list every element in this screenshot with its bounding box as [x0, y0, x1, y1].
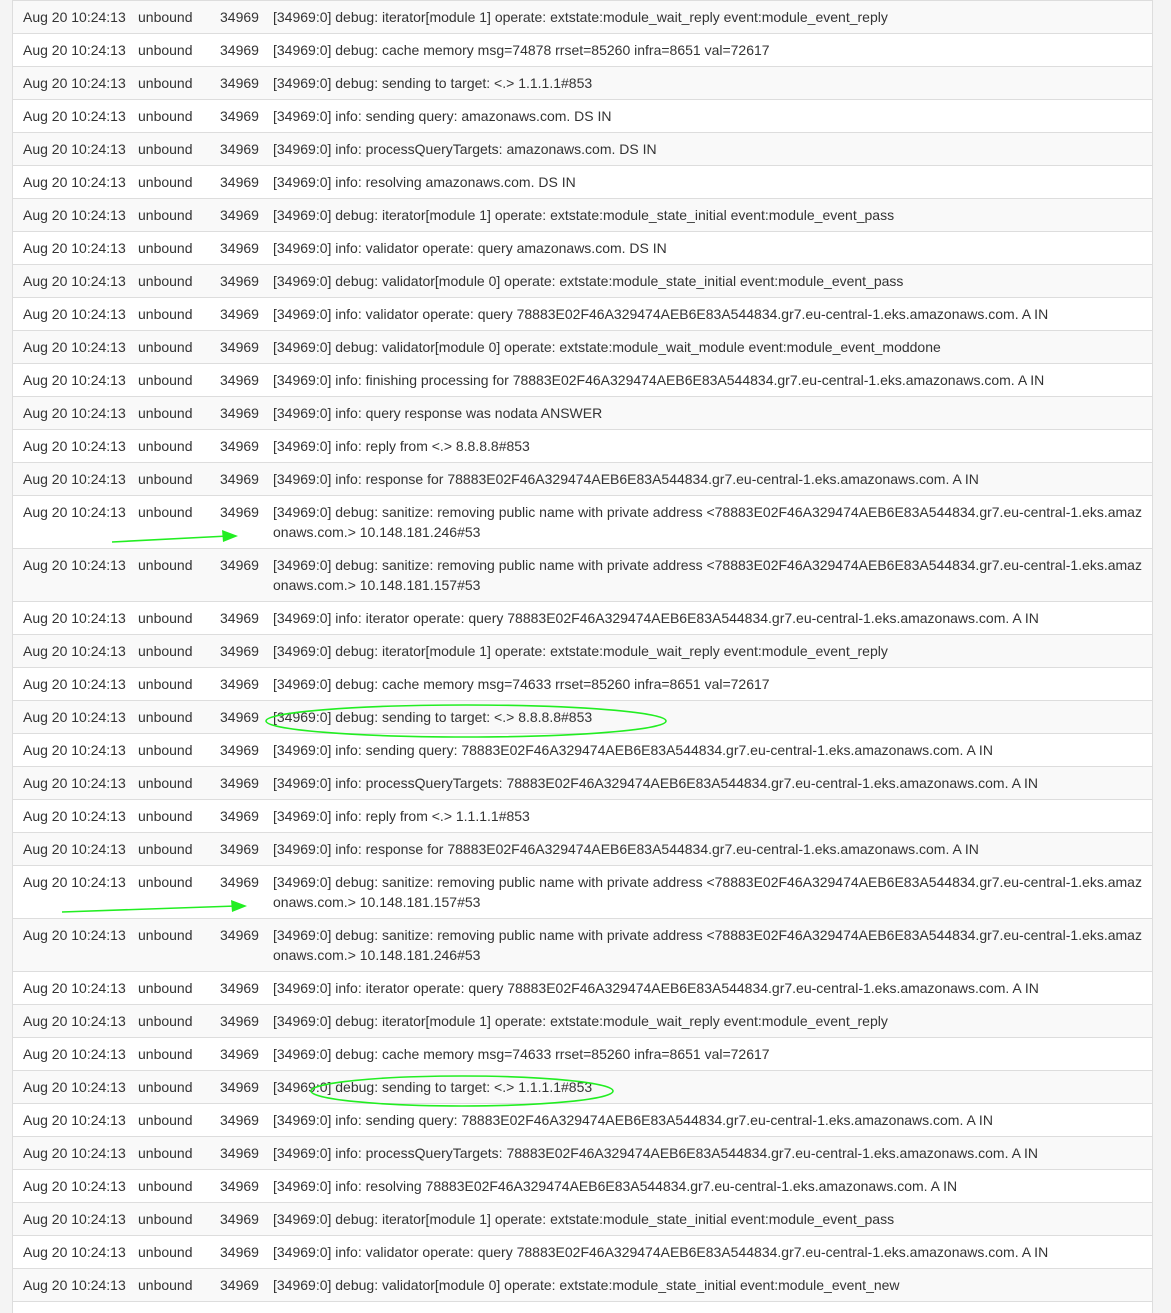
log-process: unbound: [138, 742, 193, 758]
log-message: [34969:0] debug: cache memory msg=74633 rrset=85260 infra=8651 val=72617: [273, 1046, 770, 1062]
log-date: Aug 20 10:24:13: [23, 141, 126, 157]
log-row: [13, 397, 1152, 430]
log-date: Aug 20 10:24:13: [23, 240, 126, 256]
log-row: [13, 166, 1152, 199]
log-row: [13, 972, 1152, 1005]
log-pid: 34969: [220, 742, 259, 758]
log-row: [13, 364, 1152, 397]
log-message: [34969:0] info: sending query: amazonaws.com. DS IN: [273, 108, 612, 124]
log-date: Aug 20 10:24:13: [23, 1244, 126, 1260]
log-row: [13, 602, 1152, 635]
log-row: [13, 549, 1152, 602]
log-date: Aug 20 10:24:13: [23, 557, 126, 573]
log-date: Aug 20 10:24:13: [23, 643, 126, 659]
log-process: unbound: [138, 504, 193, 520]
log-row: [13, 331, 1152, 364]
log-pid: 34969: [220, 174, 259, 190]
log-date: Aug 20 10:24:13: [23, 1112, 126, 1128]
log-message: [34969:0] debug: cache memory msg=74633 rrset=85260 infra=8651 val=72617: [273, 676, 770, 692]
log-message: [34969:0] debug: sanitize: removing public name with private address <78883E02F46A329474AEB6E83A544834.gr7.eu-central-1.eks.amazonaws.com.> 10.148.181.246#53: [273, 504, 1142, 540]
log-row: [13, 1269, 1152, 1302]
log-process: unbound: [138, 927, 193, 943]
log-pid: 34969: [220, 141, 259, 157]
log-pid: 34969: [220, 927, 259, 943]
log-message: [34969:0] debug: sending to target: <.> 8.8.8.8#853: [273, 709, 593, 725]
log-message: [34969:0] debug: iterator[module 1] operate: extstate:module_wait_reply event:module_event_reply: [273, 643, 888, 659]
log-pid: 34969: [220, 1079, 259, 1095]
log-row: [13, 1203, 1152, 1236]
log-process: unbound: [138, 841, 193, 857]
log-date: Aug 20 10:24:13: [23, 874, 126, 890]
log-pid: 34969: [220, 108, 259, 124]
log-date: Aug 20 10:24:13: [23, 676, 126, 692]
log-message: [34969:0] info: reply from <.> 8.8.8.8#853: [273, 438, 530, 454]
log-row: [13, 1104, 1152, 1137]
log-date: Aug 20 10:24:13: [23, 372, 126, 388]
log-process: unbound: [138, 709, 193, 725]
log-message: [34969:0] debug: sending to target: <.> 1.1.1.1#853: [273, 75, 593, 91]
log-process: unbound: [138, 1244, 193, 1260]
log-message: [34969:0] info: resolving 78883E02F46A329474AEB6E83A544834.gr7.eu-central-1.eks.amazonaws.com. A IN: [273, 1178, 958, 1194]
log-message: [34969:0] info: validator operate: query 78883E02F46A329474AEB6E83A544834.gr7.eu-central-1.eks.amazonaws.com. A IN: [273, 1244, 1049, 1260]
log-date: Aug 20 10:24:13: [23, 1277, 126, 1293]
log-row: [13, 1236, 1152, 1269]
log-process: unbound: [138, 240, 193, 256]
log-row: [13, 866, 1152, 919]
log-pid: 34969: [220, 339, 259, 355]
log-message: [34969:0] info: processQueryTargets: 78883E02F46A329474AEB6E83A544834.gr7.eu-central-1.eks.amazonaws.com. A IN: [273, 1145, 1039, 1161]
log-pid: 34969: [220, 709, 259, 725]
log-pid: 34969: [220, 306, 259, 322]
log-process: unbound: [138, 306, 193, 322]
log-date: Aug 20 10:24:13: [23, 1211, 126, 1227]
log-process: unbound: [138, 174, 193, 190]
log-process: unbound: [138, 808, 193, 824]
log-date: Aug 20 10:24:13: [23, 1178, 126, 1194]
log-date: Aug 20 10:24:13: [23, 339, 126, 355]
log-pid: 34969: [220, 980, 259, 996]
log-message: [34969:0] debug: iterator[module 1] operate: extstate:module_state_initial event:module_event_pass: [273, 1211, 895, 1227]
log-process: unbound: [138, 775, 193, 791]
log-message: [34969:0] debug: cache memory msg=74878 rrset=85260 infra=8651 val=72617: [273, 42, 770, 58]
log-message: [34969:0] info: validator operate: query amazonaws.com. DS IN: [273, 240, 667, 256]
log-process: unbound: [138, 1046, 193, 1062]
log-process: unbound: [138, 1013, 193, 1029]
log-row: [13, 1137, 1152, 1170]
log-process: unbound: [138, 1112, 193, 1128]
log-process: unbound: [138, 1277, 193, 1293]
log-row: [13, 701, 1152, 734]
log-pid: 34969: [220, 1013, 259, 1029]
log-date: Aug 20 10:24:13: [23, 742, 126, 758]
log-row: [13, 734, 1152, 767]
log-pid: 34969: [220, 1211, 259, 1227]
log-date: Aug 20 10:24:13: [23, 775, 126, 791]
log-message: [34969:0] info: sending query: 78883E02F46A329474AEB6E83A544834.gr7.eu-central-1.eks.amazonaws.com. A IN: [273, 742, 993, 758]
log-message: [34969:0] debug: validator[module 0] operate: extstate:module_wait_module event:module_event_moddone: [273, 339, 941, 355]
log-process: unbound: [138, 405, 193, 421]
log-row: [13, 133, 1152, 166]
log-date: Aug 20 10:24:13: [23, 174, 126, 190]
log-pid: 34969: [220, 405, 259, 421]
log-date: Aug 20 10:24:13: [23, 1046, 126, 1062]
log-process: unbound: [138, 643, 193, 659]
log-pid: 34969: [220, 504, 259, 520]
log-pid: 34969: [220, 207, 259, 223]
log-process: unbound: [138, 557, 193, 573]
log-row: [13, 833, 1152, 866]
log-row: [13, 1170, 1152, 1203]
log-date: Aug 20 10:24:13: [23, 1079, 126, 1095]
log-date: Aug 20 10:24:13: [23, 108, 126, 124]
log-pid: 34969: [220, 1178, 259, 1194]
log-pid: 34969: [220, 841, 259, 857]
log-date: Aug 20 10:24:13: [23, 9, 126, 25]
log-message: [34969:0] info: finishing processing for 78883E02F46A329474AEB6E83A544834.gr7.eu-central-1.eks.amazonaws.com. A IN: [273, 372, 1045, 388]
log-date: Aug 20 10:24:13: [23, 1013, 126, 1029]
log-process: unbound: [138, 874, 193, 890]
log-process: unbound: [138, 108, 193, 124]
log-message: [34969:0] debug: iterator[module 1] operate: extstate:module_state_initial event:module_event_pass: [273, 207, 895, 223]
log-process: unbound: [138, 1178, 193, 1194]
log-pid: 34969: [220, 42, 259, 58]
log-process: unbound: [138, 75, 193, 91]
log-process: unbound: [138, 610, 193, 626]
log-process: unbound: [138, 273, 193, 289]
log-message: [34969:0] info: validator operate: query 78883E02F46A329474AEB6E83A544834.gr7.eu-central-1.eks.amazonaws.com. A IN: [273, 306, 1049, 322]
log-date: Aug 20 10:24:13: [23, 980, 126, 996]
log-pid: 34969: [220, 808, 259, 824]
log-row: [13, 496, 1152, 549]
log-message: [34969:0] debug: sending to target: <.> 1.1.1.1#853: [273, 1079, 593, 1095]
log-row: [13, 298, 1152, 331]
log-message: [34969:0] info: processQueryTargets: 78883E02F46A329474AEB6E83A544834.gr7.eu-central-1.eks.amazonaws.com. A IN: [273, 775, 1039, 791]
log-date: Aug 20 10:24:13: [23, 709, 126, 725]
log-message: [34969:0] info: query response was nodata ANSWER: [273, 405, 603, 421]
log-message: [34969:0] info: resolving amazonaws.com. DS IN: [273, 174, 576, 190]
log-row: [13, 767, 1152, 800]
log-row: [13, 430, 1152, 463]
log-row: [13, 1005, 1152, 1038]
log-pid: 34969: [220, 273, 259, 289]
log-date: Aug 20 10:24:13: [23, 841, 126, 857]
log-date: Aug 20 10:24:13: [23, 927, 126, 943]
log-process: unbound: [138, 1079, 193, 1095]
log-message: [34969:0] info: reply from <.> 1.1.1.1#853: [273, 808, 530, 824]
log-row: [13, 919, 1152, 972]
log-pid: 34969: [220, 1112, 259, 1128]
log-process: unbound: [138, 207, 193, 223]
log-process: unbound: [138, 471, 193, 487]
log-message: [34969:0] debug: validator[module 0] operate: extstate:module_state_initial event:module_event_new: [273, 1277, 900, 1293]
log-pid: 34969: [220, 676, 259, 692]
log-process: unbound: [138, 372, 193, 388]
log-row: [13, 800, 1152, 833]
log-pid: 34969: [220, 9, 259, 25]
log-process: unbound: [138, 339, 193, 355]
log-message: [34969:0] info: processQueryTargets: amazonaws.com. DS IN: [273, 141, 657, 157]
log-row: [13, 635, 1152, 668]
log-message: [34969:0] debug: sanitize: removing public name with private address <78883E02F46A329474AEB6E83A544834.gr7.eu-central-1.eks.amazonaws.com.> 10.148.181.157#53: [273, 874, 1142, 910]
log-message: [34969:0] info: iterator operate: query 78883E02F46A329474AEB6E83A544834.gr7.eu-central-1.eks.amazonaws.com. A IN: [273, 980, 1039, 996]
log-date: Aug 20 10:24:13: [23, 42, 126, 58]
log-panel: [12, 0, 1153, 1313]
log-table: [13, 1, 1152, 1302]
log-row: [13, 668, 1152, 701]
log-pid: 34969: [220, 471, 259, 487]
log-pid: 34969: [220, 610, 259, 626]
log-pid: 34969: [220, 643, 259, 659]
log-pid: 34969: [220, 775, 259, 791]
log-date: Aug 20 10:24:13: [23, 75, 126, 91]
log-message: [34969:0] debug: validator[module 0] operate: extstate:module_state_initial event:module_event_pass: [273, 273, 904, 289]
log-message: [34969:0] info: iterator operate: query 78883E02F46A329474AEB6E83A544834.gr7.eu-central-1.eks.amazonaws.com. A IN: [273, 610, 1039, 626]
log-process: unbound: [138, 9, 193, 25]
log-row: [13, 1071, 1152, 1104]
log-pid: 34969: [220, 557, 259, 573]
log-pid: 34969: [220, 372, 259, 388]
log-date: Aug 20 10:24:13: [23, 273, 126, 289]
log-process: unbound: [138, 141, 193, 157]
log-process: unbound: [138, 676, 193, 692]
log-date: Aug 20 10:24:13: [23, 504, 126, 520]
log-date: Aug 20 10:24:13: [23, 1145, 126, 1161]
log-pid: 34969: [220, 1145, 259, 1161]
log-date: Aug 20 10:24:13: [23, 471, 126, 487]
log-date: Aug 20 10:24:13: [23, 306, 126, 322]
log-process: unbound: [138, 1145, 193, 1161]
log-process: unbound: [138, 42, 193, 58]
log-pid: 34969: [220, 1046, 259, 1062]
log-process: unbound: [138, 438, 193, 454]
log-process: unbound: [138, 1211, 193, 1227]
log-pid: 34969: [220, 1277, 259, 1293]
log-row: [13, 199, 1152, 232]
log-process: unbound: [138, 980, 193, 996]
log-row: [13, 100, 1152, 133]
log-row: [13, 67, 1152, 100]
log-row: [13, 1, 1152, 34]
log-message: [34969:0] debug: iterator[module 1] operate: extstate:module_wait_reply event:module_event_reply: [273, 1013, 888, 1029]
log-message: [34969:0] info: response for 78883E02F46A329474AEB6E83A544834.gr7.eu-central-1.eks.amazonaws.com. A IN: [273, 471, 979, 487]
log-row: [13, 1038, 1152, 1071]
log-message: [34969:0] debug: iterator[module 1] operate: extstate:module_wait_reply event:module_event_reply: [273, 9, 888, 25]
log-message: [34969:0] debug: sanitize: removing public name with private address <78883E02F46A329474AEB6E83A544834.gr7.eu-central-1.eks.amazonaws.com.> 10.148.181.157#53: [273, 557, 1142, 593]
log-message: [34969:0] info: sending query: 78883E02F46A329474AEB6E83A544834.gr7.eu-central-1.eks.amazonaws.com. A IN: [273, 1112, 993, 1128]
log-pid: 34969: [220, 1244, 259, 1260]
log-row: [13, 463, 1152, 496]
log-date: Aug 20 10:24:13: [23, 438, 126, 454]
log-pid: 34969: [220, 874, 259, 890]
log-row: [13, 34, 1152, 67]
log-pid: 34969: [220, 438, 259, 454]
log-pid: 34969: [220, 75, 259, 91]
log-date: Aug 20 10:24:13: [23, 808, 126, 824]
log-date: Aug 20 10:24:13: [23, 405, 126, 421]
log-row: [13, 265, 1152, 298]
log-pid: 34969: [220, 240, 259, 256]
log-message: [34969:0] debug: sanitize: removing public name with private address <78883E02F46A329474AEB6E83A544834.gr7.eu-central-1.eks.amazonaws.com.> 10.148.181.246#53: [273, 927, 1142, 963]
log-date: Aug 20 10:24:13: [23, 207, 126, 223]
log-row: [13, 232, 1152, 265]
log-date: Aug 20 10:24:13: [23, 610, 126, 626]
log-message: [34969:0] info: response for 78883E02F46A329474AEB6E83A544834.gr7.eu-central-1.eks.amazonaws.com. A IN: [273, 841, 979, 857]
